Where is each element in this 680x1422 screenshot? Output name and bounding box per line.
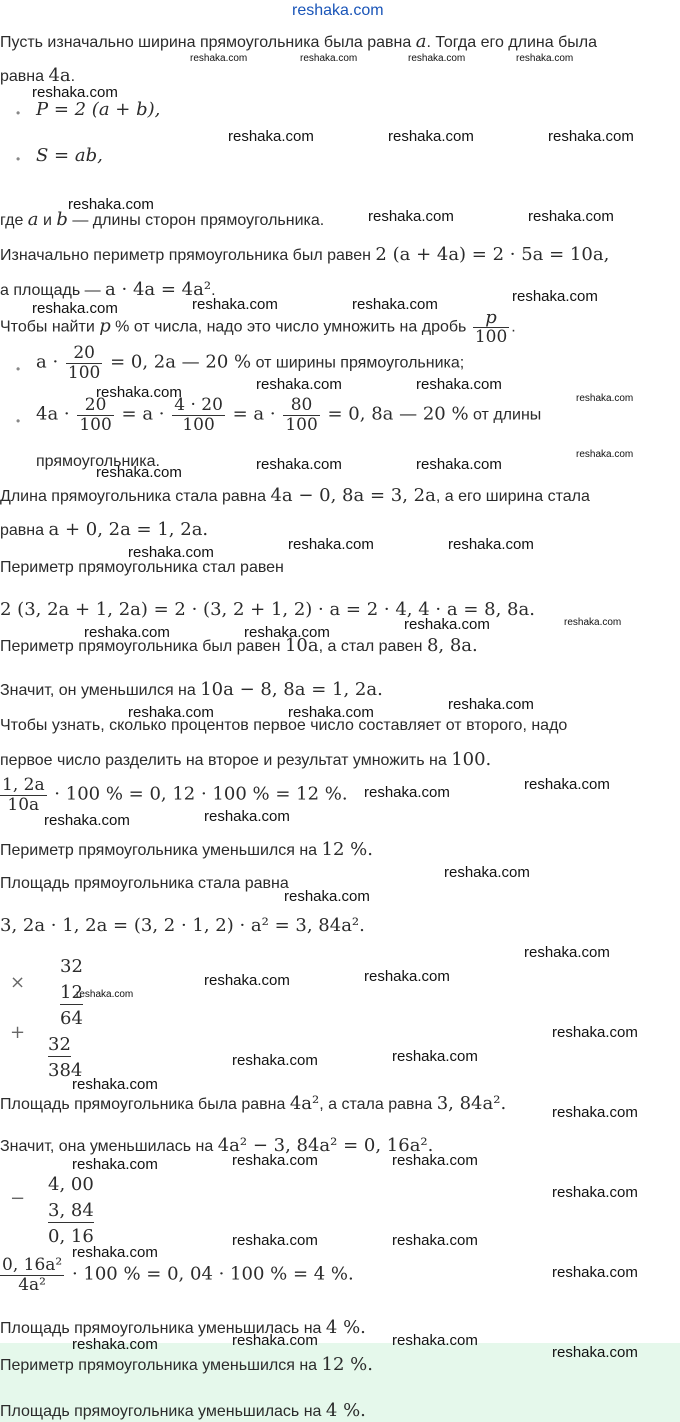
- watermark: reshaka.com: [128, 544, 214, 561]
- sub-result: 0, 16: [48, 1226, 94, 1247]
- formula-area: S = ab,: [36, 145, 103, 166]
- text-line: Изначально периметр прямоугольника был равен 2 (a + 4a) = 2 · 5a = 10a,: [0, 244, 610, 265]
- watermark: reshaka.com: [300, 53, 358, 64]
- watermark: reshaka.com: [388, 128, 474, 145]
- watermark: reshaka.com: [368, 208, 454, 225]
- watermark: reshaka.com: [68, 196, 154, 213]
- watermark: reshaka.com: [416, 456, 502, 473]
- formula-line: 2 (3, 2a + 1, 2a) = 2 · (3, 2 + 1, 2) · a = 2 · 4, 4 · a = 8, 8a.: [0, 599, 535, 620]
- sub-operand: 3, 84: [48, 1200, 94, 1221]
- watermark: reshaka.com: [576, 449, 634, 460]
- watermark: reshaka.com: [392, 1232, 478, 1249]
- watermark: reshaka.com: [232, 1332, 318, 1349]
- mul-partial: 32: [48, 1034, 71, 1055]
- watermark: reshaka.com: [524, 776, 610, 793]
- watermark: reshaka.com: [44, 812, 130, 829]
- watermark: reshaka.com: [392, 1152, 478, 1169]
- minus-sign: −: [10, 1188, 26, 1209]
- watermark: reshaka.com: [448, 696, 534, 713]
- plus-sign: +: [10, 1022, 26, 1043]
- text-line: Пусть изначально ширина прямоугольника была равна a. Тогда его длина была: [0, 31, 597, 52]
- watermark: reshaka.com: [32, 84, 118, 101]
- watermark: reshaka.com: [232, 1232, 318, 1249]
- watermark: reshaka.com: [576, 393, 634, 404]
- watermark: reshaka.com: [524, 944, 610, 961]
- bullet-icon: •: [16, 362, 21, 376]
- watermark: reshaka.com: [244, 624, 330, 641]
- text-line: Периметр прямоугольника уменьшился на 12 %.: [0, 839, 373, 860]
- watermark: reshaka.com: [72, 1156, 158, 1173]
- ratio-formula: $\frac{1, 2a}{10a}$ · 100 % = 0, 12 · 100 % = 12 %.: [2, 775, 348, 815]
- watermark: reshaka.com: [288, 704, 374, 721]
- watermark: reshaka.com: [552, 1104, 638, 1121]
- watermark: reshaka.com: [364, 784, 450, 801]
- text-line: где a и b — длины сторон прямоугольника.: [0, 209, 325, 230]
- watermark: reshaka.com: [128, 704, 214, 721]
- bullet-icon: •: [16, 106, 21, 120]
- watermark: reshaka.com: [364, 968, 450, 985]
- answer-line: Периметр прямоугольника уменьшился на 12 %.: [0, 1354, 373, 1375]
- watermark: reshaka.com: [528, 208, 614, 225]
- text-line: Площадь прямоугольника была равна 4a², а стала равна 3, 84a².: [0, 1093, 507, 1114]
- text-line: равна a + 0, 2a = 1, 2a.: [0, 519, 209, 540]
- watermark: reshaka.com: [72, 1336, 158, 1353]
- formula-line: 3, 2a · 1, 2a = (3, 2 · 1, 2) · a² = 3, 84a².: [0, 915, 365, 936]
- watermark: reshaka.com: [512, 288, 598, 305]
- bullet-formula: a · $\frac{20}{100}$ = 0, 2a — 20 % от ширины прямоугольника;: [36, 343, 465, 383]
- watermark: reshaka.com: [204, 972, 290, 989]
- watermark: reshaka.com: [76, 989, 134, 1000]
- mul-partial: 64: [60, 1008, 83, 1029]
- watermark: reshaka.com: [72, 1244, 158, 1261]
- ratio-formula: $\frac{\text{0, 16a²}}{\text{4a²}}$ · 100 % = 0, 04 · 100 % = 4 %.: [2, 1255, 354, 1295]
- watermark: reshaka.com: [256, 456, 342, 473]
- text-line: первое число разделить на второе и результат умножить на 100.: [0, 749, 492, 770]
- watermark: reshaka.com: [228, 128, 314, 145]
- mul-result: 384: [48, 1060, 83, 1081]
- text-line: Площадь прямоугольника уменьшилась на 4 %.: [0, 1317, 366, 1338]
- watermark: reshaka.com: [352, 296, 438, 313]
- watermark: reshaka.com: [392, 1332, 478, 1349]
- watermark: reshaka.com: [444, 864, 530, 881]
- watermark: reshaka.com: [448, 536, 534, 553]
- bullet-icon: •: [16, 152, 21, 166]
- watermark: reshaka.com: [408, 53, 466, 64]
- text-line: Чтобы найти p % от числа, надо это число умножить на дробь $\frac{p}{100}$ .: [0, 307, 516, 347]
- watermark: reshaka.com: [564, 617, 622, 628]
- watermark: reshaka.com: [192, 296, 278, 313]
- text-line: равна 4a.: [0, 65, 76, 86]
- watermark: reshaka.com: [96, 464, 182, 481]
- watermark: reshaka.com: [284, 888, 370, 905]
- watermark: reshaka.com: [32, 300, 118, 317]
- watermark: reshaka.com: [548, 128, 634, 145]
- watermark: reshaka.com: [392, 1048, 478, 1065]
- watermark: reshaka.com: [552, 1184, 638, 1201]
- watermark: reshaka.com: [204, 808, 290, 825]
- site-header-link[interactable]: reshaka.com: [292, 2, 384, 19]
- watermark: reshaka.com: [288, 536, 374, 553]
- watermark: reshaka.com: [190, 53, 248, 64]
- mul-operand: 12: [60, 982, 83, 1003]
- text-line: прямоугольника.: [36, 453, 160, 470]
- answer-line: Площадь прямоугольника уменьшилась на 4 %.: [0, 1400, 366, 1421]
- watermark: reshaka.com: [232, 1052, 318, 1069]
- watermark: reshaka.com: [404, 616, 490, 633]
- watermark: reshaka.com: [232, 1152, 318, 1169]
- watermark: reshaka.com: [516, 53, 574, 64]
- watermark: reshaka.com: [552, 1024, 638, 1041]
- watermark: reshaka.com: [552, 1264, 638, 1281]
- text-line: Периметр прямоугольника стал равен: [0, 559, 284, 576]
- watermark: reshaka.com: [72, 1076, 158, 1093]
- mul-operand: 32: [60, 956, 83, 977]
- bullet-formula: 4a · $\frac{20}{100}$ = a · $\frac{4 \cdot 20}{100}$ = a · $\frac{80}{100}$ = 0, 8a — 20 % от длины: [36, 395, 542, 435]
- watermark: reshaka.com: [84, 624, 170, 641]
- sub-operand: 4, 00: [48, 1174, 94, 1195]
- watermark: reshaka.com: [552, 1344, 638, 1361]
- text-line: а площадь — a · 4a = 4a².: [0, 279, 216, 300]
- bullet-icon: •: [16, 414, 21, 428]
- text-line: Значит, она уменьшилась на 4a² − 3, 84a² = 0, 16a².: [0, 1135, 434, 1156]
- formula-perimeter: P = 2 (a + b),: [36, 99, 161, 120]
- watermark: reshaka.com: [96, 384, 182, 401]
- text-line: Периметр прямоугольника был равен 10a, а стал равен 8, 8a.: [0, 635, 478, 656]
- text-line: Значит, он уменьшился на 10a − 8, 8a = 1, 2a.: [0, 679, 383, 700]
- text-line: Площадь прямоугольника стала равна: [0, 875, 289, 892]
- watermark: reshaka.com: [256, 376, 342, 393]
- watermark: reshaka.com: [416, 376, 502, 393]
- text-line: Длина прямоугольника стала равна 4a − 0, 8a = 3, 2a, а его ширина стала: [0, 485, 590, 506]
- multiply-sign: ×: [10, 972, 26, 993]
- text-line: Чтобы узнать, сколько процентов первое число составляет от второго, надо: [0, 717, 568, 734]
